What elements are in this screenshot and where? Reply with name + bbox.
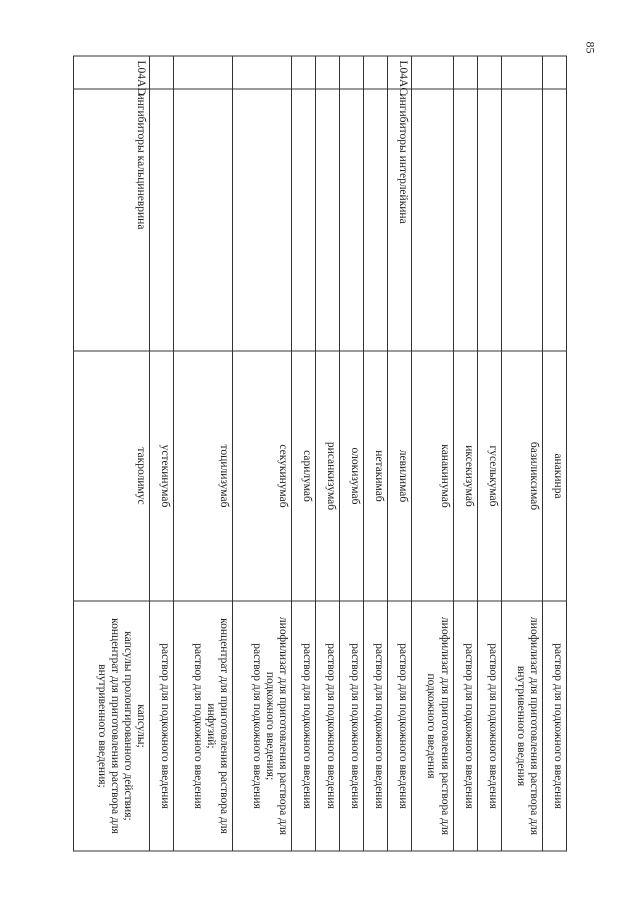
form-cell: раствор для подкожного введения bbox=[543, 601, 567, 851]
code-cell bbox=[233, 56, 292, 89]
drug-cell: гуселькумаб bbox=[477, 351, 501, 601]
form-line: капсулы; bbox=[135, 703, 148, 748]
code-cell bbox=[292, 56, 316, 89]
table-row bbox=[233, 56, 292, 851]
form-cell: лиофилизат для приготовления раствора для подкожного введения bbox=[412, 601, 453, 851]
form-cell: раствор для подкожного введения bbox=[150, 601, 174, 851]
group-cell bbox=[543, 89, 567, 351]
group-cell bbox=[233, 89, 292, 351]
drug-cell: левилимаб bbox=[388, 351, 412, 601]
drug-cell: нетакимаб bbox=[364, 351, 388, 601]
table-row bbox=[292, 56, 316, 851]
table-row bbox=[453, 56, 477, 851]
drug-cell: сарилумаб bbox=[292, 351, 316, 601]
code-cell bbox=[501, 56, 542, 89]
drug-cell: базиликсимаб bbox=[501, 351, 542, 601]
code-cell bbox=[453, 56, 477, 89]
group-cell bbox=[292, 89, 316, 351]
table-row bbox=[316, 56, 340, 851]
table-row bbox=[150, 56, 174, 851]
table-row bbox=[543, 56, 567, 851]
form-cell bbox=[174, 601, 233, 851]
table-row bbox=[388, 56, 412, 851]
drug-cell: секукинумаб bbox=[233, 351, 292, 601]
drug-cell: такролимус bbox=[74, 351, 150, 601]
group-cell bbox=[174, 89, 233, 351]
form-line: концентрат для приготовления раствора для внутривенного введения; bbox=[95, 617, 121, 834]
form-cell: раствор для подкожного введения bbox=[292, 601, 316, 851]
group-cell bbox=[364, 89, 388, 351]
page-number: 85 bbox=[583, 41, 598, 54]
form-line: капсулы пролонгированного действия; bbox=[122, 630, 135, 821]
drug-cell: тоцилизумаб bbox=[174, 351, 233, 601]
form-cell: раствор для подкожного введения bbox=[388, 601, 412, 851]
form-line: раствор для подкожного введения bbox=[191, 642, 204, 809]
drug-cell: анакинра bbox=[543, 351, 567, 601]
code-cell bbox=[174, 56, 233, 89]
group-cell bbox=[150, 89, 174, 351]
table-row bbox=[74, 56, 150, 851]
drug-table bbox=[73, 55, 567, 851]
form-cell: раствор для подкожного введения bbox=[477, 601, 501, 851]
form-cell: раствор для подкожного введения bbox=[340, 601, 364, 851]
code-cell bbox=[477, 56, 501, 89]
code-cell bbox=[316, 56, 340, 89]
code-cell bbox=[412, 56, 453, 89]
group-cell bbox=[316, 89, 340, 351]
group-cell bbox=[412, 89, 453, 351]
form-cell: лиофилизат для приготовления раствора для внутривенного введения bbox=[501, 601, 542, 851]
form-cell: раствор для подкожного введения bbox=[453, 601, 477, 851]
group-name-l04ad: ингибиторы кальциневрина bbox=[74, 89, 150, 351]
table-row bbox=[340, 56, 364, 851]
form-line: концентрат для приготовления раствора для инфузий; bbox=[205, 617, 231, 834]
group-cell bbox=[477, 89, 501, 351]
table-row bbox=[501, 56, 542, 851]
rotated-page bbox=[73, 55, 567, 850]
group-cell bbox=[501, 89, 542, 351]
drug-cell: рисанкизумаб bbox=[316, 351, 340, 601]
drug-cell: канакинумаб bbox=[412, 351, 453, 601]
group-code-l04ac: L04AC bbox=[388, 56, 412, 89]
group-cell bbox=[453, 89, 477, 351]
drug-cell: олокизумаб bbox=[340, 351, 364, 601]
group-cell bbox=[340, 89, 364, 351]
table-row bbox=[477, 56, 501, 851]
group-name-l04ac: ингибиторы интерлейкина bbox=[388, 89, 412, 351]
form-cell bbox=[74, 601, 150, 851]
code-cell bbox=[150, 56, 174, 89]
form-line: лиофилизат для приготовления раствора для подкожного введения; bbox=[263, 616, 290, 835]
form-cell: раствор для подкожного введения bbox=[364, 601, 388, 851]
form-line: раствор для подкожного введения bbox=[250, 642, 263, 809]
code-cell bbox=[364, 56, 388, 89]
table-row bbox=[364, 56, 388, 851]
table-row bbox=[174, 56, 233, 851]
group-code-l04ad: L04AD bbox=[74, 56, 150, 89]
drug-cell: иксекизумаб bbox=[453, 351, 477, 601]
form-cell: раствор для подкожного введения bbox=[316, 601, 340, 851]
table-row bbox=[412, 56, 453, 851]
code-cell bbox=[543, 56, 567, 89]
code-cell bbox=[340, 56, 364, 89]
form-cell bbox=[233, 601, 292, 851]
drug-cell: устекинумаб bbox=[150, 351, 174, 601]
